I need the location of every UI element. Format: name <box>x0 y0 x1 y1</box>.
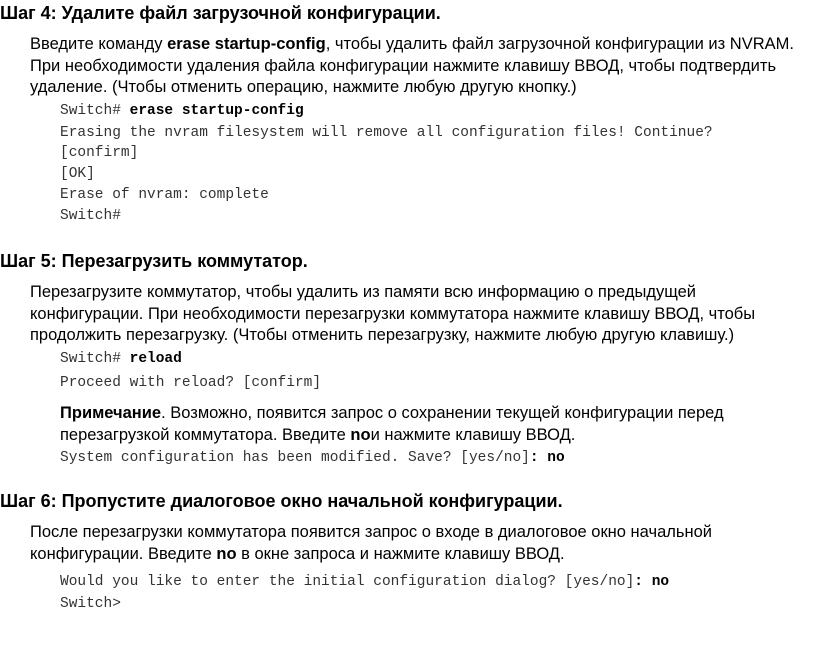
step5-cli-command-line <box>60 350 182 368</box>
step4-cli-prompt-end: Switch# <box>60 208 121 224</box>
step4-instruction <box>30 34 810 99</box>
step5-note <box>60 403 800 446</box>
cli-save-answer: no <box>547 450 565 466</box>
step6-instruction-no: no <box>216 544 237 563</box>
note-text-end: и нажмите клавишу ВВОД. <box>370 425 576 444</box>
step4-cli-output-confirm: [confirm] <box>60 145 139 161</box>
cli-dialog-question: Would you like to enter the initial configuration dialog? [yes/no] <box>60 574 635 590</box>
cli-prompt: Switch# <box>60 351 130 367</box>
step6-instruction-pre: После перезагрузки коммутатора появится запрос о входе в диалоговое окно начальной конфигурации. Введите <box>30 523 712 563</box>
step6-instruction <box>30 522 810 565</box>
step4-cli-command-line <box>60 102 304 120</box>
step6-cli-dialog-prompt <box>60 573 669 591</box>
step4-instruction-pre: Введите команду <box>30 35 168 53</box>
cli-command: erase startup-config <box>129 103 304 119</box>
step4-cli-output-complete: Erase of nvram: complete <box>60 187 269 203</box>
step5-cli-save-prompt <box>60 449 565 467</box>
step5-heading: Шаг 5: Перезагрузить коммутатор. <box>0 251 308 271</box>
note-label: Примечание <box>60 404 162 422</box>
cli-dialog-colon: : <box>634 574 652 590</box>
cli-save-colon: : <box>529 450 548 466</box>
step6-cli-prompt-end: Switch> <box>60 596 121 612</box>
step6-heading: Шаг 6: Пропустите диалоговое окно начальной конфигурации. <box>0 491 563 511</box>
step5-cli-output-proceed: Proceed with reload? [confirm] <box>60 375 322 391</box>
step4-instruction-post: , чтобы удалить файл загрузочной конфигурации из NVRAM. При необходимости удаления файла конфигурации нажмите клавишу ВВОД, чтобы подтвердить удаление. (Чтобы отменить операцию, нажмите любую другую кнопку.) <box>30 35 794 96</box>
note-no: no <box>350 425 371 444</box>
cli-command: reload <box>129 351 182 367</box>
cli-save-question: System configuration has been modified. Save? [yes/no] <box>60 450 530 466</box>
step4-heading: Шаг 4: Удалите файл загрузочной конфигурации. <box>0 3 441 23</box>
step6-instruction-post: в окне запроса и нажмите клавишу ВВОД. <box>236 544 565 563</box>
step4-cli-output-ok: [OK] <box>60 166 95 182</box>
step4-cli-output-erasing: Erasing the nvram filesystem will remove all configuration files! Continue? <box>60 125 713 141</box>
step4-instruction-command: erase startup-config <box>167 35 326 53</box>
cli-prompt: Switch# <box>60 103 130 119</box>
step5-instruction: Перезагрузите коммутатор, чтобы удалить из памяти всю информацию о предыдущей конфигурации. При необходимости перезагрузки коммутатора нажмите клавишу ВВОД, чтобы продолжить перезагрузку. (Чтобы отменить перезагрузку, нажмите любую другую клавишу.) <box>30 283 756 344</box>
note-text: . Возможно, появится запрос о сохранении текущей конфигурации перед перезагрузкой коммутатора. Введите <box>60 404 724 444</box>
cli-dialog-answer: no <box>651 574 670 590</box>
